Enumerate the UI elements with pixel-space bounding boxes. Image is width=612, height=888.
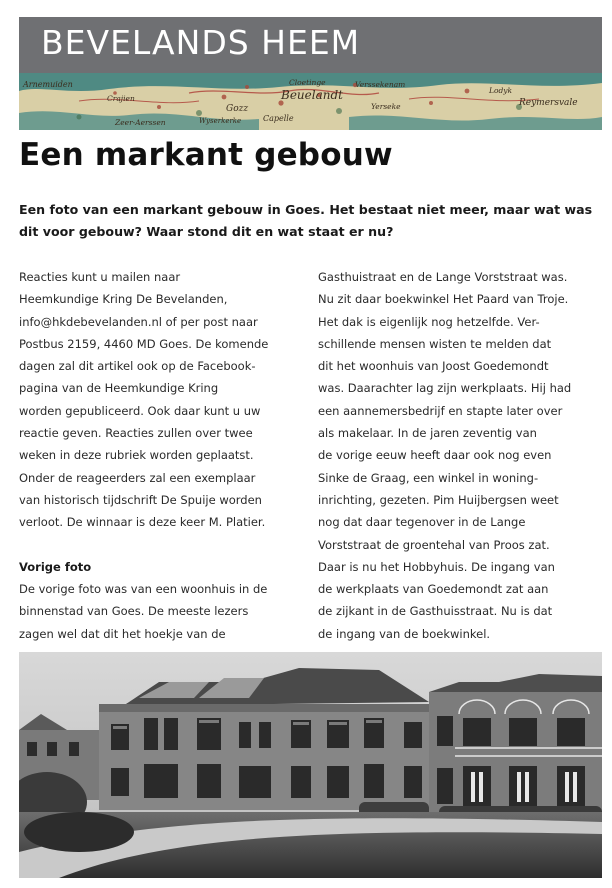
body-line: de zijkant in de Gasthuisstraat. Nu is dat	[318, 604, 553, 619]
body-line: binnenstad van Goes. De meeste lezers	[19, 604, 249, 619]
body-line: de vorige eeuw heeft daar ook nog even	[318, 448, 552, 463]
map-label: Beuelandt	[281, 88, 343, 102]
body-line: Postbus 2159, 4460 MD Goes. De komende	[19, 336, 269, 351]
body-line: dit het woonhuis van Joost Goedemondt	[318, 359, 549, 374]
body-line: de werkplaats van Goedemondt zat aan	[318, 582, 549, 597]
article-column-left	[19, 266, 309, 645]
body-line: van historisch tijdschrift De Spuije worden	[19, 492, 262, 507]
body-line: als makelaar. In de jaren zeventig van	[318, 426, 537, 441]
map-label: Reymersvale	[519, 98, 578, 108]
body-line: Reacties kunt u mailen naar	[19, 270, 181, 284]
map-label: Verssekenam	[355, 80, 406, 89]
body-line: nog dat daar tegenover in de Lange	[318, 515, 526, 530]
body-line: Heemkundige Kring De Bevelanden,	[19, 292, 228, 307]
body-line: Nu zit daar boekwinkel Het Paard van Troje.	[318, 292, 569, 307]
body-line: Sinke de Graag, een winkel in woning-	[318, 470, 539, 485]
lead-line: dit voor gebouw? Waar stond dit en wat staat er nu?	[19, 224, 394, 239]
map-label: Gozz	[226, 104, 249, 114]
map-label: Crajien	[107, 94, 135, 103]
article-column-right	[318, 266, 604, 645]
body-line: inrichting, gezeten. Pim Huijbergsen weet	[318, 492, 559, 507]
masthead-title: BEVELANDS HEEM	[41, 23, 361, 62]
body-line: Het dak is eigenlijk nog hetzelfde. Ver-	[318, 314, 540, 329]
historic-building-photo	[19, 652, 602, 878]
body-line: dagen zal dit artikel ook op de Facebook-	[19, 359, 256, 374]
article-headline: Een markant gebouw	[19, 137, 393, 173]
body-line: pagina van de Heemkundige Kring	[19, 381, 219, 396]
body-line: schillende mensen wisten te melden dat	[318, 336, 552, 351]
map-label: Arnemuiden	[23, 80, 73, 89]
map-label: Zeer-Aerssen	[115, 118, 166, 127]
body-line: reactie geven. Reacties zullen over twee	[19, 426, 253, 441]
map-label: Capelle	[263, 114, 294, 123]
lead-line: Een foto van een markant gebouw in Goes. Het bestaat niet meer, maar wat was	[19, 202, 593, 217]
section-subhead: Vorige foto	[19, 559, 92, 574]
body-line: een aannemersbedrijf en stapte later over	[318, 403, 563, 418]
body-line: de ingang van de boekwinkel.	[318, 626, 491, 641]
body-line: Gasthuistraat en de Lange Vorststraat was.	[318, 270, 568, 284]
body-line: info@hkdebevelanden.nl of per post naar	[19, 314, 258, 329]
body-line: Onder de reageerders zal een exemplaar	[19, 470, 256, 485]
body-line: worden gepubliceerd. Ook daar kunt u uw	[19, 403, 261, 418]
masthead	[19, 17, 602, 73]
map-label: Cloetinge	[289, 78, 326, 87]
map-illustration	[19, 73, 602, 130]
map-label: Yerseke	[371, 102, 401, 111]
map-label: Lodyk	[489, 86, 513, 95]
body-line: was. Daarachter lag zijn werkplaats. Hij had	[318, 381, 572, 396]
body-line: verloot. De winnaar is deze keer M. Platier.	[19, 515, 266, 530]
body-line: Daar is nu het Hobbyhuis. De ingang van	[318, 559, 555, 574]
body-line: weken in deze rubriek worden geplaatst.	[19, 448, 254, 463]
map-label: Wyserkerke	[199, 117, 242, 125]
building-illustration	[19, 652, 602, 878]
body-line: Vorststraat de groentehal van Proos zat.	[318, 537, 550, 552]
map-banner	[19, 73, 602, 130]
article-lead	[19, 199, 602, 243]
body-line: De vorige foto was van een woonhuis in de	[19, 582, 268, 597]
body-line: zagen wel dat dit het hoekje van de	[19, 626, 226, 641]
